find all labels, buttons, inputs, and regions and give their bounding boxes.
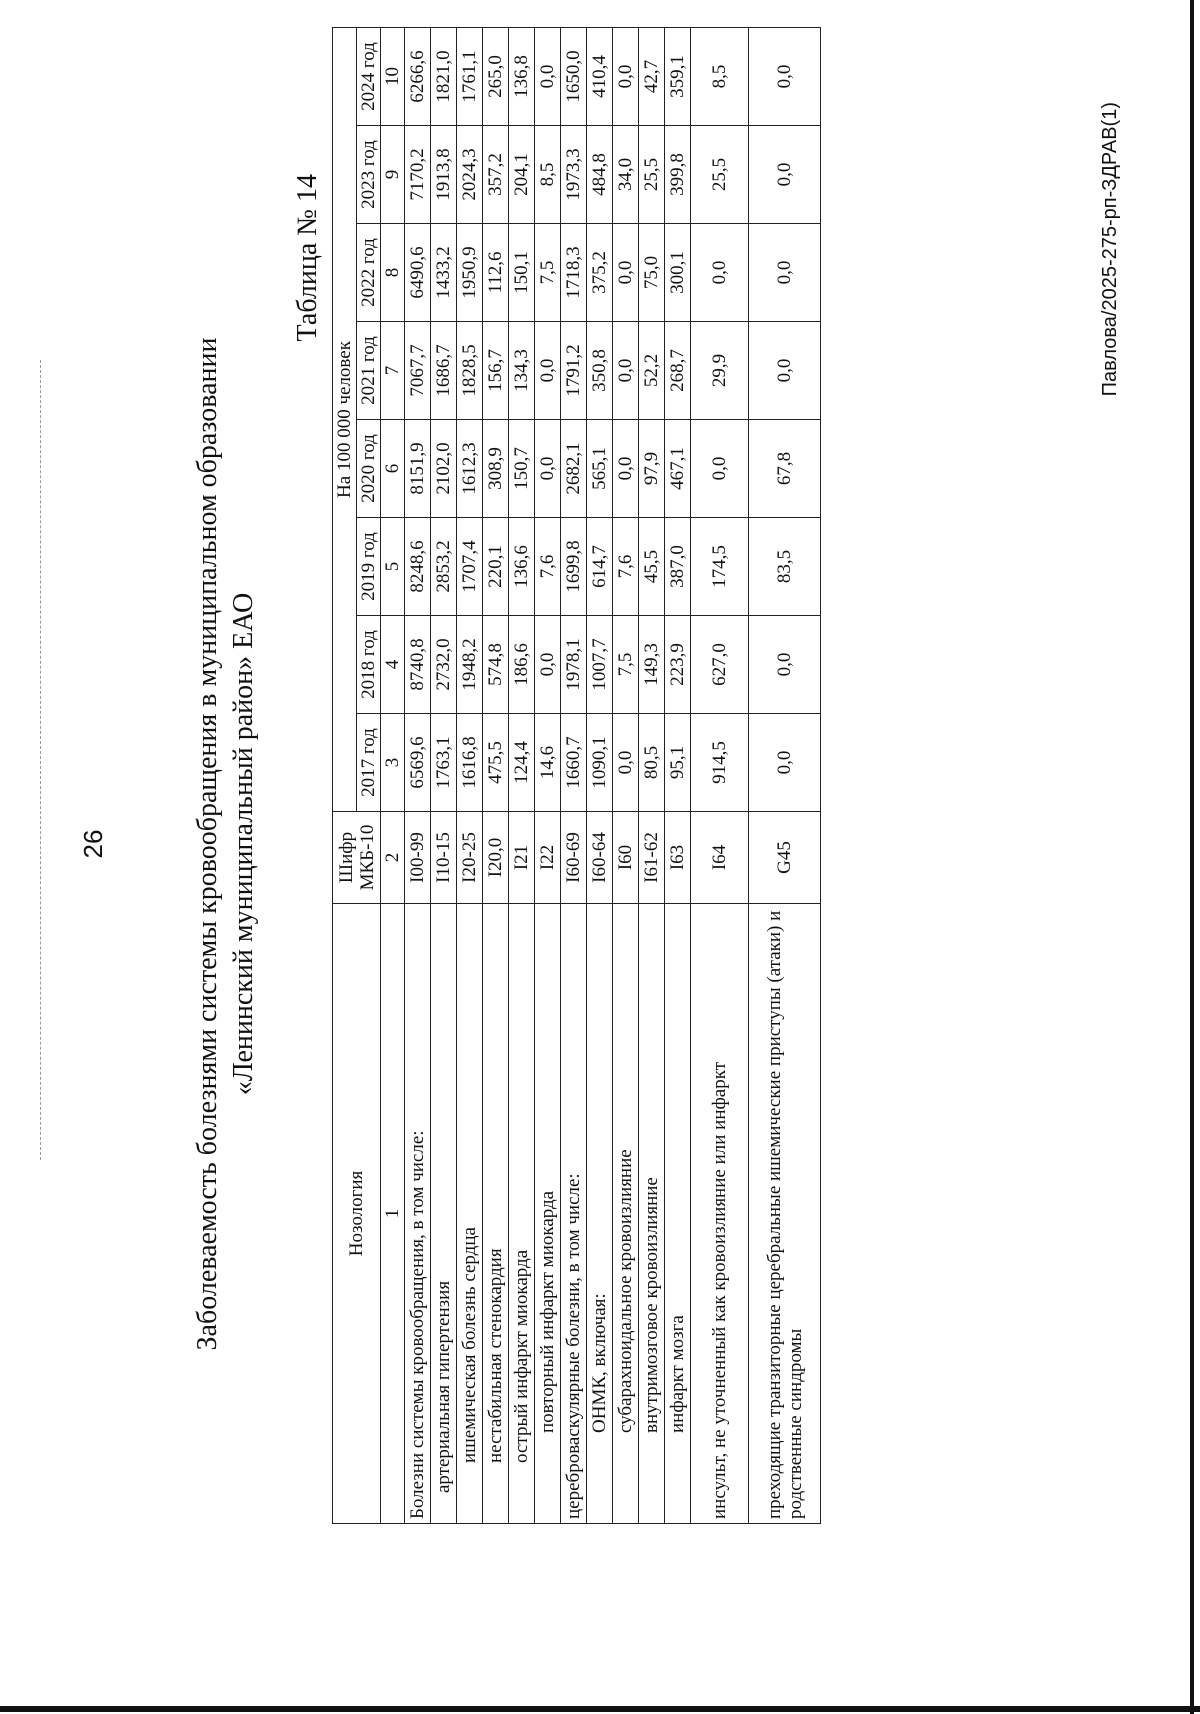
header-year: 2017 год [357, 714, 381, 812]
row-code: G45 [749, 812, 821, 904]
title-line-2: «Ленинский муниципальный район» ЕАО [228, 592, 259, 1096]
row-value: 1612,3 [457, 420, 483, 518]
row-value: 7,6 [535, 518, 561, 616]
row-value: 83,5 [749, 518, 821, 616]
header-year: 2019 год [357, 518, 381, 616]
row-value: 1686,7 [431, 322, 457, 420]
row-value: 565,1 [587, 420, 613, 518]
table-row [561, 28, 587, 1524]
row-value: 2732,0 [431, 616, 457, 714]
row-value: 156,7 [483, 322, 509, 420]
table-row [665, 28, 691, 1524]
row-value: 467,1 [665, 420, 691, 518]
row-value: 95,1 [665, 714, 691, 812]
row-value: 0,0 [535, 322, 561, 420]
row-value: 7,5 [535, 224, 561, 322]
row-value: 1707,4 [457, 518, 483, 616]
row-value: 265,0 [483, 28, 509, 126]
row-value: 0,0 [749, 224, 821, 322]
row-value: 2024,3 [457, 126, 483, 224]
row-nozology: ОНМК, включая: [587, 904, 613, 1524]
row-code: I63 [665, 812, 691, 904]
row-value: 0,0 [691, 224, 749, 322]
row-value: 1791,2 [561, 322, 587, 420]
table-caption: Таблица № 14 [292, 174, 323, 342]
col-number: 7 [381, 322, 405, 420]
row-value: 7,6 [613, 518, 639, 616]
row-value: 52,2 [639, 322, 665, 420]
row-value: 2853,2 [431, 518, 457, 616]
row-value: 8,5 [535, 126, 561, 224]
col-number: 10 [381, 28, 405, 126]
row-value: 112,6 [483, 224, 509, 322]
table-row [431, 28, 457, 1524]
row-value: 357,2 [483, 126, 509, 224]
row-nozology: Болезни системы кровообращения, в том числе: [405, 904, 431, 1524]
row-nozology: острый инфаркт миокарда [509, 904, 535, 1524]
row-value: 1978,1 [561, 616, 587, 714]
rotated-page [10, 24, 1150, 1664]
col-number: 5 [381, 518, 405, 616]
row-value: 220,1 [483, 518, 509, 616]
row-value: 124,4 [509, 714, 535, 812]
row-value: 42,7 [639, 28, 665, 126]
row-value: 914,5 [691, 714, 749, 812]
row-value: 1828,5 [457, 322, 483, 420]
row-code: I10-15 [431, 812, 457, 904]
row-value: 0,0 [613, 322, 639, 420]
row-value: 0,0 [613, 28, 639, 126]
row-value: 475,5 [483, 714, 509, 812]
row-value: 350,8 [587, 322, 613, 420]
row-code: I00-99 [405, 812, 431, 904]
document-id: Павлова/2025-275-рп-ЗДРАВ(1) [1099, 102, 1121, 397]
row-value: 0,0 [535, 616, 561, 714]
row-value: 410,4 [587, 28, 613, 126]
row-code: I21 [509, 812, 535, 904]
row-value: 6569,6 [405, 714, 431, 812]
row-value: 45,5 [639, 518, 665, 616]
row-value: 1948,2 [457, 616, 483, 714]
row-value: 1433,2 [431, 224, 457, 322]
row-value: 25,5 [639, 126, 665, 224]
row-nozology: повторный инфаркт миокарда [535, 904, 561, 1524]
table-row [457, 28, 483, 1524]
row-value: 1616,8 [457, 714, 483, 812]
row-value: 0,0 [749, 714, 821, 812]
row-value: 268,7 [665, 322, 691, 420]
header-per100k: На 100 000 человек [333, 28, 357, 812]
col-number: 8 [381, 224, 405, 322]
row-value: 8248,6 [405, 518, 431, 616]
row-value: 29,9 [691, 322, 749, 420]
row-value: 0,0 [749, 28, 821, 126]
col-number: 3 [381, 714, 405, 812]
title-line-1: Заболеваемость болезнями системы кровообращения в муниципальном образовании [192, 337, 223, 1351]
row-value: 1761,1 [457, 28, 483, 126]
row-value: 387,0 [665, 518, 691, 616]
row-value: 0,0 [749, 126, 821, 224]
row-value: 25,5 [691, 126, 749, 224]
row-value: 204,1 [509, 126, 535, 224]
col-number: 6 [381, 420, 405, 518]
row-value: 1973,3 [561, 126, 587, 224]
row-value: 0,0 [613, 224, 639, 322]
row-value: 308,9 [483, 420, 509, 518]
row-nozology: преходящие транзиторные церебральные ишемические приступы (атаки) и родственные синдромы [749, 904, 821, 1524]
row-value: 0,0 [613, 420, 639, 518]
row-value: 6490,6 [405, 224, 431, 322]
row-value: 359,1 [665, 28, 691, 126]
header-nozology: Нозология [333, 904, 381, 1524]
col-number: 4 [381, 616, 405, 714]
row-value: 614,7 [587, 518, 613, 616]
row-code: I20,0 [483, 812, 509, 904]
row-value: 174,5 [691, 518, 749, 616]
row-value: 7,5 [613, 616, 639, 714]
row-value: 149,3 [639, 616, 665, 714]
row-nozology: инфаркт мозга [665, 904, 691, 1524]
table-row [691, 28, 749, 1524]
table-row [587, 28, 613, 1524]
row-value: 150,7 [509, 420, 535, 518]
row-value: 1950,9 [457, 224, 483, 322]
row-nozology: цереброваскулярные болезни, в том числе: [561, 904, 587, 1524]
row-value: 7067,7 [405, 322, 431, 420]
row-value: 1718,3 [561, 224, 587, 322]
row-value: 75,0 [639, 224, 665, 322]
header-code: Шифр МКБ-10 [333, 812, 381, 904]
scan-edge-bottom [0, 1706, 1200, 1712]
row-code: I20-25 [457, 812, 483, 904]
row-value: 67,8 [749, 420, 821, 518]
row-nozology: инсульт, не уточненный как кровоизлияние или инфаркт [691, 904, 749, 1524]
page-number: 26 [78, 829, 108, 859]
row-value: 1913,8 [431, 126, 457, 224]
row-nozology: внутримозговое кровоизлияние [639, 904, 665, 1524]
table-row [483, 28, 509, 1524]
row-nozology: артериальная гипертензия [431, 904, 457, 1524]
row-value: 14,6 [535, 714, 561, 812]
row-value: 1650,0 [561, 28, 587, 126]
row-value: 375,2 [587, 224, 613, 322]
col-number: 1 [381, 904, 405, 1524]
row-value: 186,6 [509, 616, 535, 714]
row-value: 1763,1 [431, 714, 457, 812]
row-value: 2102,0 [431, 420, 457, 518]
table-row [639, 28, 665, 1524]
row-nozology: ишемическая болезнь сердца [457, 904, 483, 1524]
row-value: 0,0 [749, 616, 821, 714]
header-row-col-numbers [381, 28, 405, 1524]
row-value: 300,1 [665, 224, 691, 322]
row-nozology: субарахноидальное кровоизлияние [613, 904, 639, 1524]
row-value: 0,0 [691, 420, 749, 518]
table-row [405, 28, 431, 1524]
table-row [749, 28, 821, 1524]
header-year: 2021 год [357, 322, 381, 420]
row-value: 80,5 [639, 714, 665, 812]
row-value: 1660,7 [561, 714, 587, 812]
row-code: I60-64 [587, 812, 613, 904]
document-title [190, 24, 262, 1664]
row-value: 6266,6 [405, 28, 431, 126]
row-value: 34,0 [613, 126, 639, 224]
row-code: I64 [691, 812, 749, 904]
scan-edge-right [1190, 0, 1194, 1714]
row-value: 223,9 [665, 616, 691, 714]
header-year: 2023 год [357, 126, 381, 224]
col-number: 2 [381, 812, 405, 904]
row-value: 484,8 [587, 126, 613, 224]
row-value: 1007,7 [587, 616, 613, 714]
header-year: 2022 год [357, 224, 381, 322]
row-value: 7170,2 [405, 126, 431, 224]
col-number: 9 [381, 126, 405, 224]
row-value: 136,8 [509, 28, 535, 126]
row-value: 1821,0 [431, 28, 457, 126]
table-row [613, 28, 639, 1524]
morbidity-table [332, 27, 821, 1524]
row-value: 627,0 [691, 616, 749, 714]
row-value: 399,8 [665, 126, 691, 224]
row-nozology: нестабильная стенокардия [483, 904, 509, 1524]
row-value: 1090,1 [587, 714, 613, 812]
row-value: 136,6 [509, 518, 535, 616]
table-row [535, 28, 561, 1524]
row-value: 0,0 [535, 420, 561, 518]
row-value: 574,8 [483, 616, 509, 714]
row-value: 8,5 [691, 28, 749, 126]
row-value: 1699,8 [561, 518, 587, 616]
row-value: 8740,8 [405, 616, 431, 714]
row-code: I22 [535, 812, 561, 904]
header-year: 2024 год [357, 28, 381, 126]
row-value: 0,0 [749, 322, 821, 420]
header-year: 2018 год [357, 616, 381, 714]
row-value: 8151,9 [405, 420, 431, 518]
row-value: 2682,1 [561, 420, 587, 518]
row-code: I60-69 [561, 812, 587, 904]
row-value: 97,9 [639, 420, 665, 518]
table-row [509, 28, 535, 1524]
row-value: 0,0 [613, 714, 639, 812]
header-row-1 [333, 28, 357, 1524]
header-year: 2020 год [357, 420, 381, 518]
row-value: 134,3 [509, 322, 535, 420]
row-value: 0,0 [535, 28, 561, 126]
row-code: I60 [613, 812, 639, 904]
row-code: I61-62 [639, 812, 665, 904]
row-value: 150,1 [509, 224, 535, 322]
